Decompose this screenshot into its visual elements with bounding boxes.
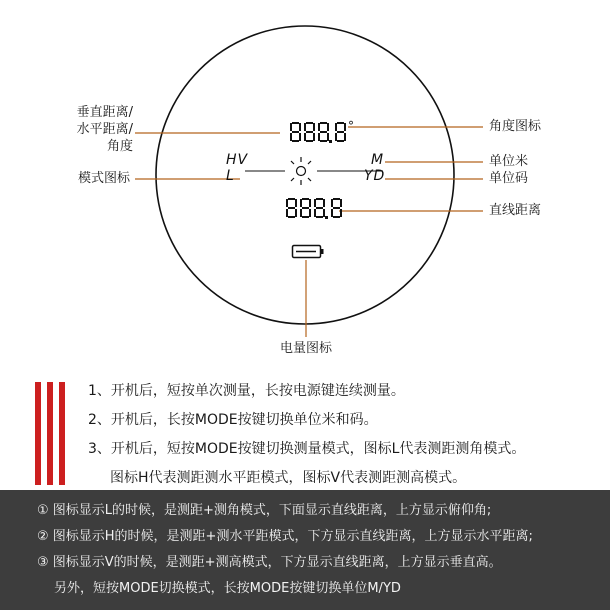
lcd-decimal-point	[329, 140, 332, 143]
lcd-digit	[286, 198, 297, 218]
label-vertical-horizontal-distance-angle	[77, 104, 133, 155]
label-mode-icon: 模式图标	[77, 171, 130, 186]
note-line-1: ① 图标显示L的时候，是测距+测角模式，下面显示直线距离，上方显示俯仰角;	[37, 503, 492, 518]
note-line-3: ③ 图标显示V的时候，是测距+测高模式，下方显示直线距离，上方显示垂直高。	[37, 555, 502, 570]
lcd-mode-hv: HV	[226, 152, 249, 168]
label-angle-icon: 角度图标	[489, 119, 542, 134]
instruction-line-1: 1、开机后，短按单次测量，长按电源键连续测量。	[88, 383, 405, 399]
lcd-digit	[318, 122, 329, 142]
lcd-unit-m: M	[371, 152, 385, 168]
instructions-section	[0, 375, 610, 490]
label-line-1: 垂直距离/	[76, 105, 133, 120]
instruction-line-4: 图标H代表测距测水平距模式，图标V代表测距测高模式。	[110, 470, 467, 486]
battery-icon	[293, 246, 324, 258]
instruction-line-2: 2、开机后，长按MODE按键切换单位米和码。	[88, 412, 378, 428]
reticle-icon	[291, 157, 311, 185]
instruction-line-3: 3、开机后，短按MODE按键切换测量模式，图标L代表测距测角模式。	[88, 441, 526, 457]
note-line-2: ② 图标显示H的时候，是测距+测水平距模式，下方显示直线距离，上方显示水平距离;	[37, 529, 533, 544]
label-line-3: 角度	[106, 139, 133, 154]
lcd-digit	[304, 122, 315, 142]
label-battery-icon: 电量图标	[280, 341, 333, 356]
lcd-digit	[331, 198, 342, 218]
lcd-degree-symbol: °	[348, 119, 354, 133]
label-unit-meter: 单位米	[489, 154, 529, 169]
lcd-unit-yd: YD	[364, 168, 386, 184]
lcd-digit	[300, 198, 311, 218]
lcd-mode-l: L	[226, 168, 235, 184]
lcd-digit	[335, 122, 346, 142]
display-circle	[156, 26, 454, 324]
lcd-digit	[314, 198, 325, 218]
label-line-2: 水平距离/	[76, 122, 133, 137]
red-accent-bars	[35, 382, 75, 485]
note-line-4: 另外，短按MODE切换模式，长按MODE按键切换单位M/YD	[54, 581, 401, 596]
lcd-decimal-point	[325, 216, 328, 219]
lcd-digit	[290, 122, 301, 142]
label-straight-distance: 直线距离	[489, 203, 542, 218]
label-unit-yard: 单位码	[489, 171, 529, 186]
notes-panel	[0, 490, 610, 610]
